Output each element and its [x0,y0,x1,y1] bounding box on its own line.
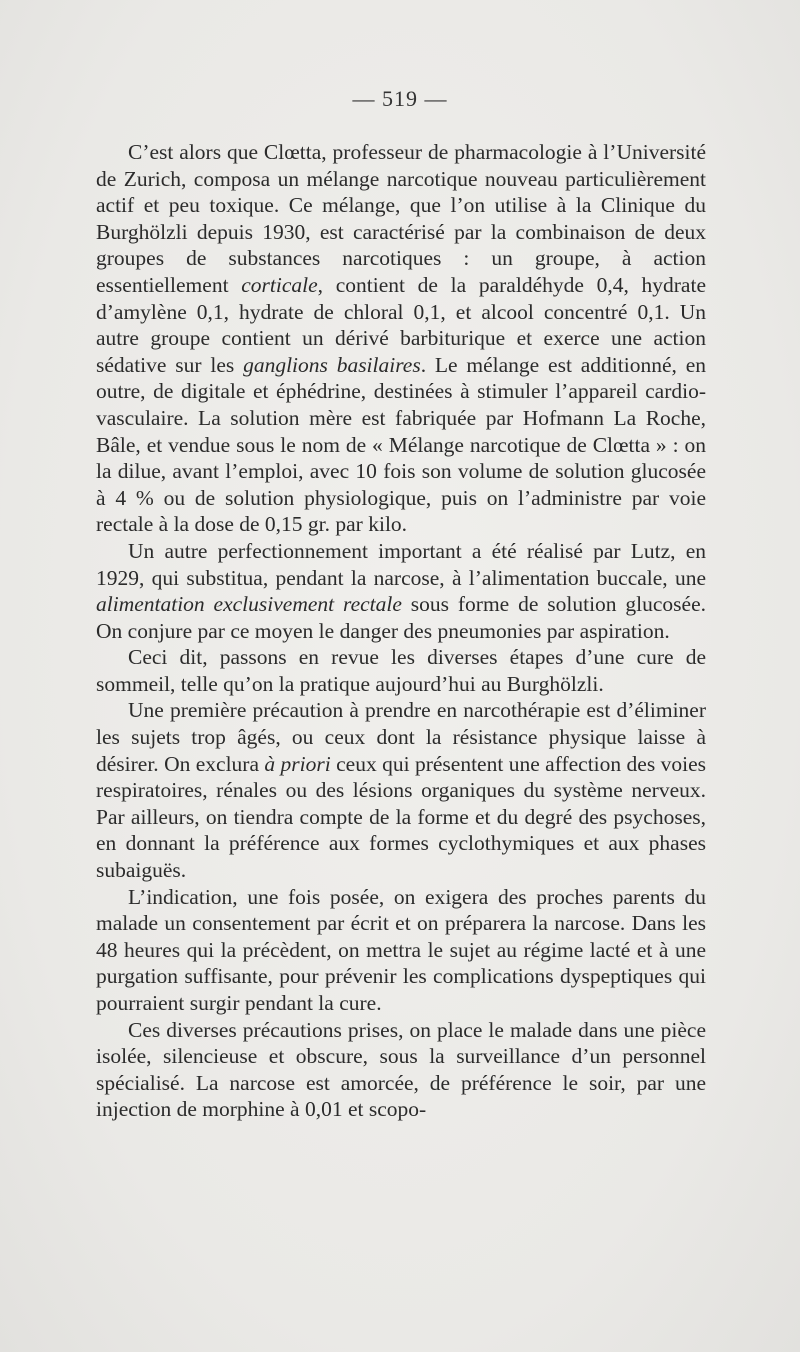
paragraph [96,538,706,644]
paragraph [96,884,706,1017]
paragraph [96,644,706,697]
body-text [96,139,706,1123]
italic-text: à priori [264,751,331,776]
text-run: Ceci dit, passons en revue les diverses étapes d’une cure de sommeil, telle qu’on la pratique aujourd’hui au Burghölzli. [96,645,706,696]
text-run: sous forme de solution glucosée. On conjure par ce moyen le danger des pneumonies par aspiration. [96,592,707,643]
italic-text: ganglions basilaires [243,352,421,377]
italic-text: corticale [241,272,318,297]
paragraph [96,1017,706,1123]
text-run: Ces diverses précautions prises, on place le malade dans une pièce isolée, silencieuse et obscure, sous la surveillance d’un personnel spécialisé. La narcose est amorcée, de préférence le soir, par une injection de morphine à 0,01 et scopo- [96,1017,706,1122]
text-run: . Le mélange est additionné, en outre, de digitale et éphédrine, destinées à stimuler l’appareil cardio-vasculaire. La solution mère est fabriquée par Hofmann La Roche, Bâle, et vendue sous le nom de « Mélange narcotique de Clœtta » : on la dilue, avant l’emploi, avec 10 fois son volume de solution glucosée à 4 % ou de solution physiologique, puis on l’administre par voie rectale à la dose de 0,15 gr. par kilo. [96,352,706,537]
page-number: — 519 — [352,86,448,111]
text-run: C’est alors que Clœtta, professeur de pharmacologie à l’Université de Zurich, composa un mélange narcotique nouveau particulièrement actif et peu toxique. Ce mélange, que l’on utilise à la Clinique du Burghölzli depuis 1930, est caractérisé par la combinaison de deux groupes de substances narcotiques : un groupe, à action essentiellement [96,140,706,297]
italic-text: alimentation exclusivement rectale [96,592,402,617]
text-run: , contient de la paraldéhyde 0,4, hydrate d’amylène 0,1, hydrate de chloral 0,1, et alcool concentré 0,1. Un autre groupe contient un dérivé barbiturique et exerce une action sédative sur les [96,272,706,377]
text-run: Une première précaution à prendre en narcothérapie est d’éliminer les sujets trop âgés, ou ceux dont la résistance physique laisse à désirer. On exclura [96,698,706,776]
paragraph [96,697,706,883]
text-run: Un autre perfectionnement important a été réalisé par Lutz, en 1929, qui substitua, pendant la narcose, à l’alimentation buccale, une [96,538,706,590]
text-run: ceux qui présentent une affection des voies respiratoires, rénales ou des lésions organiques du système nerveux. Par ailleurs, on tiendra compte de la forme et du degré des psychoses, en donnant la préférence aux formes cyclothymiques et aux phases subaiguës. [96,751,706,883]
paragraph [96,139,706,538]
text-run: L’indication, une fois posée, on exigera des proches parents du malade un consentement par écrit et on préparera la narcose. Dans les 48 heures qui la précèdent, on mettra le sujet au régime lacté et à une purgation suffisante, pour prévenir les complications dyspeptiques qui pourraient surgir pendant la cure. [96,884,706,1015]
